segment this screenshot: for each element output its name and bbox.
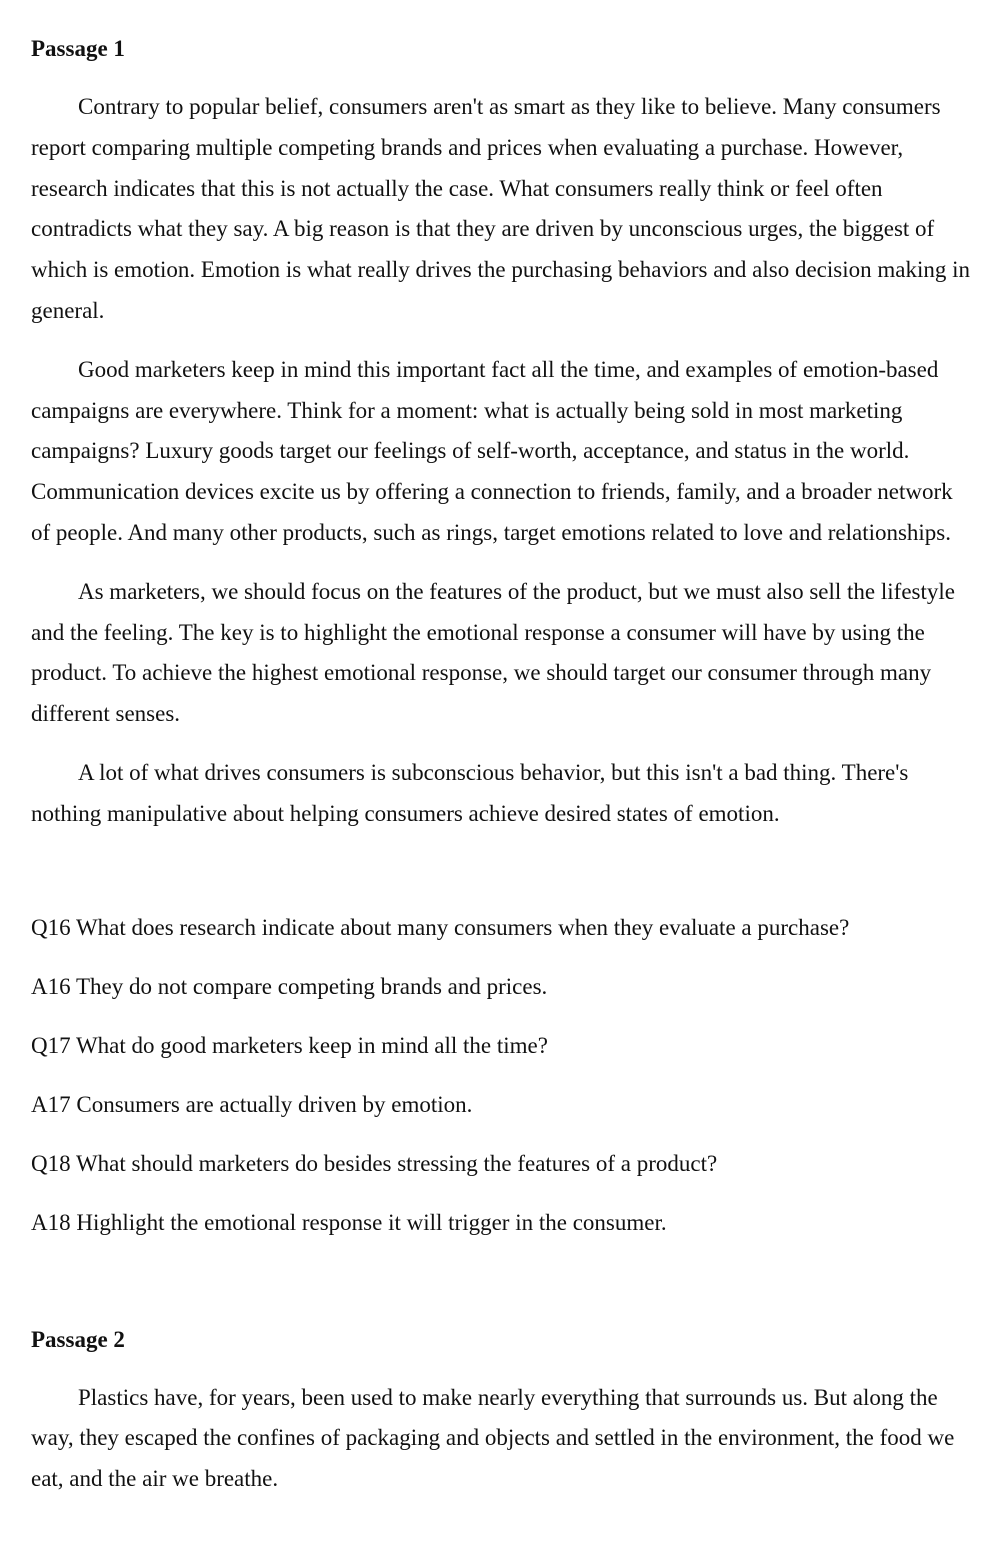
passage-1-paragraph-1: Contrary to popular belief, consumers aren't as smart as they like to believe. Many consumers report comparing multiple competing brands and prices when evaluating a purchase. However, research indicates that this is not actually the case. What consumers really think or feel often contradicts what they say. A big reason is that they are driven by unconscious urges, the biggest of which is emotion. Emotion is what really drives the purchasing behaviors and also decision making in general.	[31, 94, 970, 323]
passage-1-paragraph-2: Good marketers keep in mind this important fact all the time, and examples of emotion-based campaigns are everywhere. Think for a moment: what is actually being sold in most marketing campaigns? Luxury goods target our feelings of self-worth, acceptance, and status in the world. Communication devices excite us by offering a connection to friends, family, and a broader network of people. And many other products, such as rings, target emotions related to love and relationships.	[31, 356, 953, 545]
passage-2-paragraph-1: Plastics have, for years, been used to make nearly everything that surrounds us. But along the way, they escaped the confines of packaging and objects and settled in the environment, the food we eat, and the air we breathe.	[31, 1384, 955, 1492]
document-page	[31, 31, 971, 1500]
answer-16: A16 They do not compare competing brands and prices.	[31, 973, 548, 999]
question-17: Q17 What do good marketers keep in mind all the time?	[31, 1032, 548, 1058]
answer-18: A18 Highlight the emotional response it will trigger in the consumer.	[31, 1209, 667, 1235]
passage-1-heading: Passage 1	[31, 36, 125, 61]
question-16: Q16 What does research indicate about many consumers when they evaluate a purchase?	[31, 914, 850, 940]
question-18: Q18 What should marketers do besides stressing the features of a product?	[31, 1150, 718, 1176]
question-answer-list	[31, 910, 971, 1241]
passage-1-paragraph-4: A lot of what drives consumers is subconscious behavior, but this isn't a bad thing. There's nothing manipulative about helping consumers achieve desired states of emotion.	[31, 759, 909, 826]
answer-17: A17 Consumers are actually driven by emotion.	[31, 1091, 473, 1117]
passage-2-heading: Passage 2	[31, 1326, 125, 1352]
passage-1-paragraph-3: As marketers, we should focus on the features of the product, but we must also sell the lifestyle and the feeling. The key is to highlight the emotional response a consumer will have by using the product. To achieve the highest emotional response, we should target our consumer through many different senses.	[31, 578, 955, 727]
